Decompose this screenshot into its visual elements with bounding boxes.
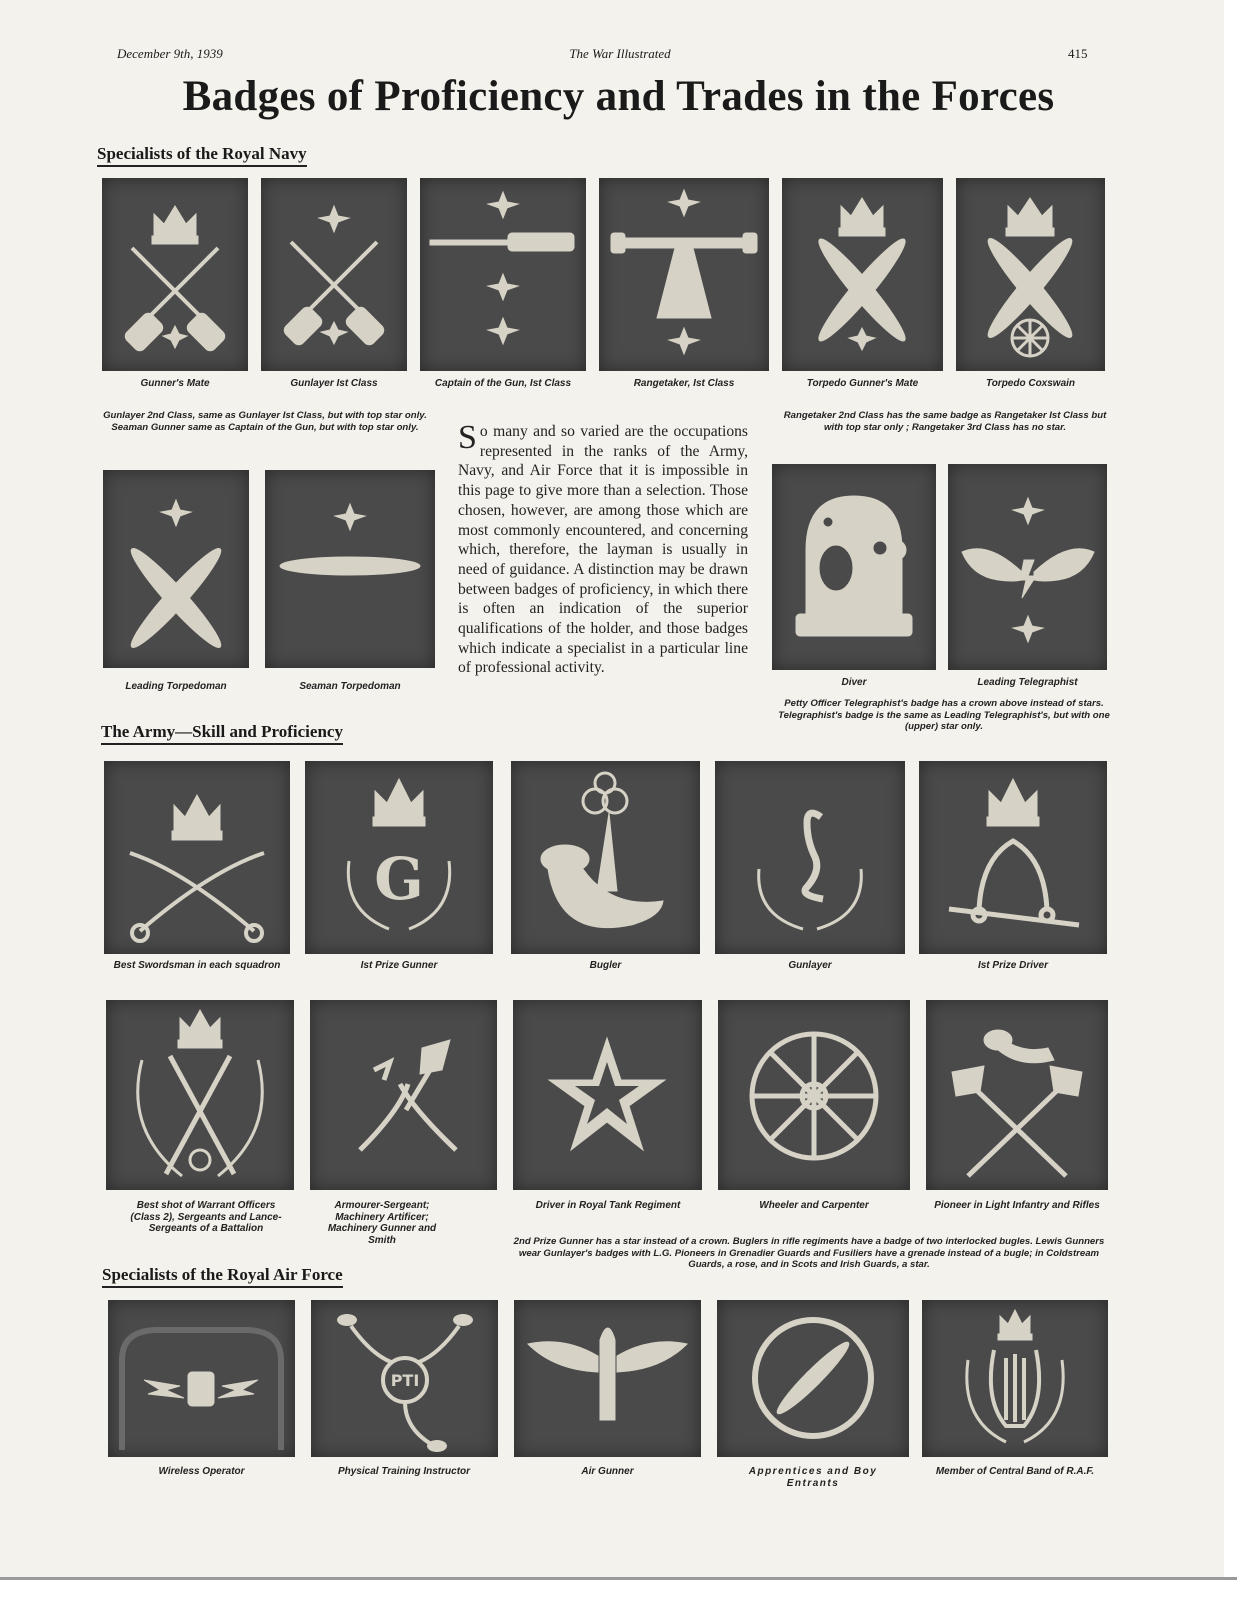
badge-best-swordsman xyxy=(104,761,290,954)
star-torpedo-icon xyxy=(265,470,435,668)
caption-armourer-sergeant: Armourer-Sergeant; Machinery Artificer; Machinery Gunner and Smith xyxy=(327,1200,437,1246)
scan-right-margin xyxy=(1224,0,1237,1600)
badge-torpedo-coxswain xyxy=(956,178,1105,371)
rangefinder-stars-icon xyxy=(599,178,769,371)
caption-gunlayer-army: Gunlayer xyxy=(788,960,832,971)
crown-g-wreath-icon xyxy=(305,761,493,954)
fist-lightning-icon xyxy=(108,1300,295,1457)
section-heading-raf: Specialists of the Royal Air Force xyxy=(102,1265,343,1288)
crown-crossed-torpedoes-star-icon xyxy=(782,178,943,371)
caption-wheeler-carpenter: Wheeler and Carpenter xyxy=(759,1200,869,1211)
diving-helmet-icon xyxy=(772,464,936,670)
note-rangetaker: Rangetaker 2nd Class has the same badge as Rangetaker Ist Class but with top star only ; Rangetaker 3rd Class has no star. xyxy=(783,410,1107,433)
bugle-crossed-axes-icon xyxy=(926,1000,1108,1190)
caption-diver: Diver xyxy=(841,677,867,688)
badge-1st-prize-gunner xyxy=(305,761,493,954)
bugle-icon xyxy=(511,761,700,954)
caption-central-band: Member of Central Band of R.A.F. xyxy=(935,1466,1095,1477)
caption-pti: Physical Training Instructor xyxy=(337,1466,471,1477)
badge-bugler xyxy=(511,761,700,954)
note-telegraphist: Petty Officer Telegraphist's badge has a crown above instead of stars. Telegraphist's badge is the same as Leading Telegraphist's, but with one (upper) star only. xyxy=(778,698,1110,732)
star-crossed-guns-star-icon xyxy=(261,178,407,371)
badge-leading-telegraphist xyxy=(948,464,1107,670)
svg-text:G: G xyxy=(374,845,424,913)
l-wreath-icon xyxy=(715,761,905,954)
wings-lightning-stars-icon xyxy=(948,464,1107,670)
caption-1st-prize-driver: Ist Prize Driver xyxy=(977,960,1049,971)
crown-crossed-guns-star-icon xyxy=(102,178,248,371)
star-crossed-torpedoes-icon xyxy=(103,470,249,668)
caption-torpedo-gunners-mate: Torpedo Gunner's Mate xyxy=(806,378,919,389)
crown-crossed-torpedoes-wheel-icon xyxy=(956,178,1105,371)
badge-gunners-mate xyxy=(102,178,248,371)
header-publication: The War Illustrated xyxy=(569,46,671,61)
badge-wheeler-carpenter xyxy=(718,1000,910,1190)
badge-best-shot xyxy=(106,1000,294,1190)
badge-armourer-sergeant xyxy=(310,1000,497,1190)
article-body xyxy=(458,419,748,678)
badge-gunlayer-1st-class xyxy=(261,178,407,371)
caption-gunlayer-1st-class: Gunlayer Ist Class xyxy=(290,378,378,389)
badge-torpedo-gunners-mate xyxy=(782,178,943,371)
caption-gunners-mate: Gunner's Mate xyxy=(140,378,210,389)
badge-pioneer xyxy=(926,1000,1108,1190)
hammer-pincers-icon xyxy=(310,1000,497,1190)
drop-cap: S xyxy=(458,419,477,456)
propeller-wheel-icon xyxy=(717,1300,909,1457)
caption-1st-prize-gunner: Ist Prize Gunner xyxy=(360,960,438,971)
caption-bugler: Bugler xyxy=(589,960,622,971)
badge-captain-of-the-gun xyxy=(420,178,586,371)
scan-bottom-margin xyxy=(0,1577,1237,1603)
badge-pti xyxy=(311,1300,498,1457)
caption-best-swordsman: Best Swordsman in each squadron xyxy=(113,960,281,971)
star-icon xyxy=(513,1000,702,1190)
crown-crossed-swords-icon xyxy=(104,761,290,954)
page-title: Badges of Proficiency and Trades in the Forces xyxy=(182,73,1055,120)
note-army: 2nd Prize Gunner has a star instead of a crown. Buglers in rifle regiments have a badge of two interlocked bugles. Lewis Gunners wear Gunlayer's badges with L.G. Pioneers in Grenadier Guards and Fusiliers have a grenade instead of a bugle; in Coldstream Guards, a rose, and in Scots and Irish Guards, a star. xyxy=(513,1236,1105,1270)
caption-leading-telegraphist: Leading Telegraphist xyxy=(977,677,1078,688)
header-date: December 9th, 1939 xyxy=(117,46,223,61)
header-page-number: 415 xyxy=(1068,46,1088,61)
caption-driver-royal-tank: Driver in Royal Tank Regiment xyxy=(535,1200,681,1211)
badge-gunlayer-army xyxy=(715,761,905,954)
pti-clubs-icon xyxy=(311,1300,498,1457)
caption-seaman-torpedoman: Seaman Torpedoman xyxy=(299,681,401,692)
crown-spurs-whip-icon xyxy=(919,761,1107,954)
badge-apprentices xyxy=(717,1300,909,1457)
svg-text:PTI: PTI xyxy=(390,1371,420,1390)
caption-air-gunner: Air Gunner xyxy=(581,1466,634,1477)
caption-captain-of-the-gun: Captain of the Gun, Ist Class xyxy=(434,378,572,389)
caption-torpedo-coxswain: Torpedo Coxswain xyxy=(985,378,1076,389)
wheel-icon xyxy=(718,1000,910,1190)
badge-air-gunner xyxy=(514,1300,701,1457)
caption-best-shot: Best shot of Warrant Officers (Class 2), Sergeants and Lance-Sergeants of a Battalion xyxy=(130,1200,282,1234)
caption-rangetaker: Rangetaker, Ist Class xyxy=(633,378,735,389)
badge-1st-prize-driver xyxy=(919,761,1107,954)
winged-bullet-icon xyxy=(514,1300,701,1457)
section-heading-army: The Army—Skill and Proficiency xyxy=(101,722,343,745)
crown-crossed-rifles-wreath-icon xyxy=(106,1000,294,1190)
badge-seaman-torpedoman xyxy=(265,470,435,668)
badge-rangetaker-1st-class xyxy=(599,178,769,371)
caption-apprentices: Apprentices and Boy Entrants xyxy=(748,1466,878,1489)
badge-diver xyxy=(772,464,936,670)
caption-leading-torpedoman: Leading Torpedoman xyxy=(125,681,227,692)
caption-pioneer: Pioneer in Light Infantry and Rifles xyxy=(934,1200,1100,1211)
badge-driver-royal-tank xyxy=(513,1000,702,1190)
crown-lyre-wreath-icon xyxy=(922,1300,1108,1457)
note-gunlayer: Gunlayer 2nd Class, same as Gunlayer Ist Class, but with top star only. Seaman Gunner same as Captain of the Gun, but with top star only. xyxy=(103,410,427,433)
article-body-text: o many and so varied are the occupations represented in the ranks of the Army, Navy, and Air Force that it is impossible in this page to give more than a selection. Those chosen, however, are among those which are most commonly encountered, and concerning which, therefore, the layman is usually in need of guidance. A distinction may be drawn between badges of proficiency, in which there is often an indication of the superior qualifications of the holder, and those badges which indicate a specialist in a particular line of professional activity. xyxy=(458,423,748,677)
badge-wireless-operator xyxy=(108,1300,295,1457)
caption-wireless-operator: Wireless Operator xyxy=(158,1466,245,1477)
section-heading-navy: Specialists of the Royal Navy xyxy=(97,144,307,167)
badge-leading-torpedoman xyxy=(103,470,249,668)
gun-three-stars-icon xyxy=(420,178,586,371)
badge-central-band xyxy=(922,1300,1108,1457)
